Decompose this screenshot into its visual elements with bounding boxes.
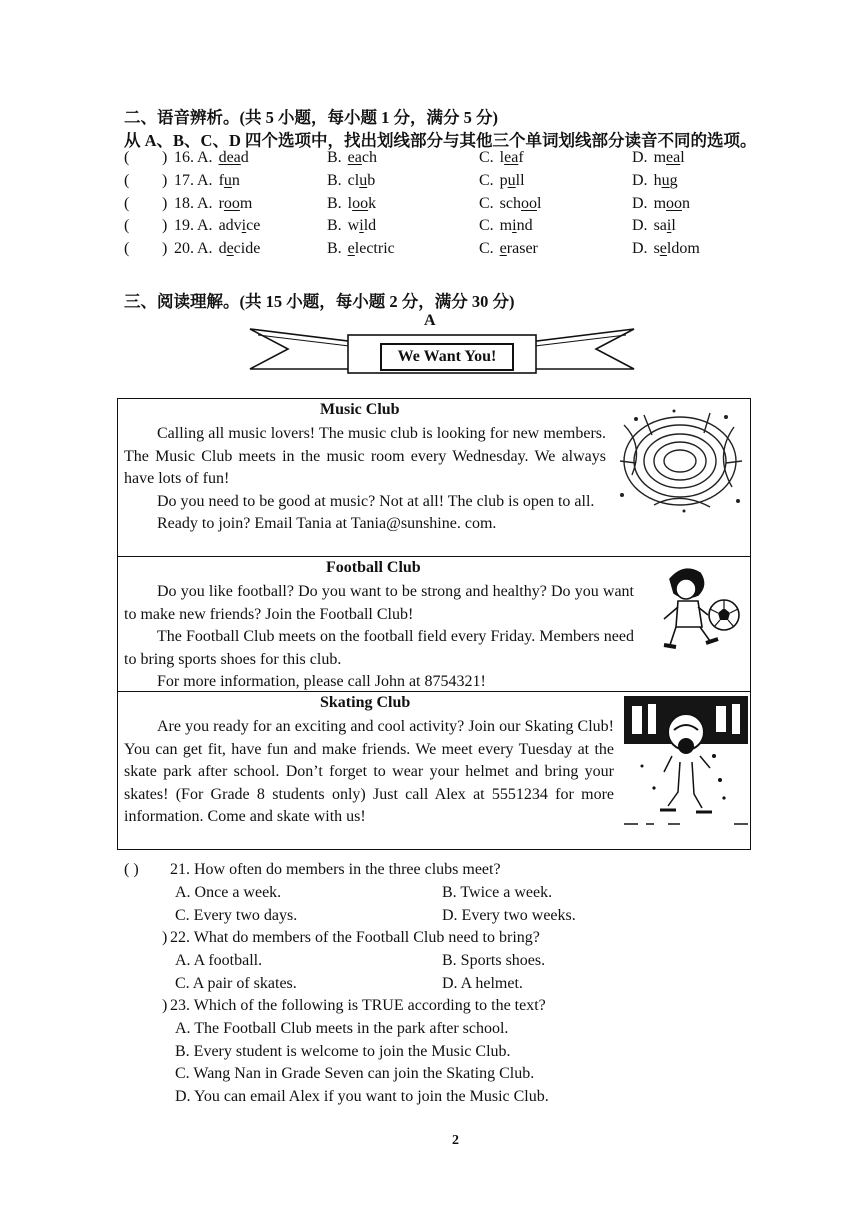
question-stem: 23. Which of the following is TRUE according to the text?	[170, 997, 546, 1014]
option-label: B.	[327, 149, 342, 166]
option-word	[500, 217, 533, 234]
option-label: D.	[632, 149, 648, 166]
phonics-option	[632, 172, 678, 190]
word-part: l	[347, 194, 353, 212]
word-part: cl	[347, 171, 360, 189]
underlined-letters: ea	[666, 149, 681, 166]
answer-bracket[interactable]: )	[162, 929, 168, 946]
music-illustration	[614, 405, 748, 517]
phonics-option	[479, 240, 538, 258]
club-table	[117, 398, 751, 850]
underlined-letters: ea	[347, 149, 362, 166]
answer-option: A. The Football Club meets in the park after school.	[175, 1020, 509, 1037]
option-label: A.	[197, 217, 213, 235]
word-part: sch	[499, 194, 521, 212]
option-label: C.	[479, 240, 494, 258]
option-word	[500, 172, 525, 189]
word-part: lectric	[354, 240, 395, 258]
music-club-paragraph: Ready to join? Email Tania at Tania@sunshine. com.	[157, 515, 497, 533]
option-word	[500, 195, 542, 212]
football-club-paragraph: The Football Club meets on the football field every Friday. Members need to bring sports shoes for this club.	[124, 628, 634, 668]
underlined-letters: e	[499, 240, 507, 258]
answer-bracket[interactable]: (	[124, 217, 130, 235]
option-label: A.	[197, 149, 213, 166]
answer-option: A. A football.	[175, 952, 263, 969]
music-club-paragraph: Calling all music lovers! The music club is looking for new members. The Music Club meets in the music room every Wednesday. We always have lots of fun!	[124, 425, 606, 488]
section2-heading: 二、语音辨析。(共 5 小题，每小题 1 分，满分 5 分)	[124, 108, 498, 127]
phonics-option	[327, 240, 395, 258]
section3-heading: 三、阅读理解。(共 15 小题，每小题 2 分，满分 30 分)	[124, 292, 515, 311]
option-label: B.	[327, 217, 342, 235]
option-word	[654, 240, 700, 257]
phonics-option	[327, 217, 376, 235]
answer-bracket-close: )	[162, 194, 168, 212]
answer-option: C. A pair of skates.	[175, 975, 297, 992]
phonics-option	[632, 149, 685, 167]
music-club-paragraph: Do you need to be good at music? Not at all! The club is open to all.	[157, 492, 595, 510]
option-word	[654, 195, 690, 212]
word-part: m	[653, 149, 667, 166]
option-label: C.	[479, 194, 494, 212]
option-label: B.	[327, 194, 342, 212]
phonics-option	[197, 240, 260, 258]
phonics-option	[479, 195, 541, 213]
option-word	[348, 240, 395, 257]
question-stem: 21. How often do members in the three clubs meet?	[170, 861, 501, 878]
skating-club-title: Skating Club	[320, 694, 411, 711]
phonics-option	[479, 217, 533, 235]
option-word	[654, 149, 685, 166]
answer-bracket-close: )	[162, 149, 168, 166]
option-label: B.	[327, 240, 342, 258]
underlined-letters: oo	[223, 194, 240, 212]
word-part: ld	[363, 217, 377, 235]
answer-option: C. Wang Nan in Grade Seven can join the Skating Club.	[175, 1065, 535, 1083]
answer-bracket[interactable]: (	[124, 240, 130, 258]
word-part: ch	[361, 149, 377, 166]
option-word	[348, 195, 376, 212]
question-number: 17.	[174, 171, 194, 189]
word-part: l	[499, 149, 505, 166]
music-club-box	[118, 399, 750, 557]
answer-bracket[interactable]: )	[162, 997, 168, 1014]
phonics-option	[327, 195, 376, 213]
answer-option: B. Sports shoes.	[442, 952, 546, 969]
word-part: cide	[233, 240, 261, 258]
question-number: 20.	[174, 240, 194, 258]
option-label: D.	[632, 240, 648, 258]
underlined-letters: e	[659, 240, 667, 258]
answer-bracket[interactable]: (	[124, 149, 130, 166]
answer-bracket[interactable]: (	[124, 194, 130, 212]
phonics-option	[327, 172, 375, 190]
word-part: r	[218, 194, 224, 212]
phonics-option	[479, 149, 524, 167]
football-club-text	[124, 581, 634, 694]
football-club-box	[118, 557, 750, 692]
word-part: adv	[218, 217, 242, 235]
word-part: w	[347, 217, 360, 235]
word-part: l	[671, 217, 676, 235]
underlined-letters: e	[226, 240, 234, 258]
word-part: n	[231, 171, 240, 189]
word-part: s	[653, 240, 660, 258]
word-part: ll	[515, 171, 525, 189]
section2-instruction: 从 A、B、C、D 四个选项中，找出划线部分与其他三个单词划线部分读音不同的选项。	[124, 131, 757, 150]
answer-option: B. Every student is welcome to join the Music Club.	[175, 1042, 511, 1060]
underlined-letters: u	[359, 171, 368, 189]
underlined-letters: u	[661, 171, 670, 189]
option-label: A.	[197, 171, 213, 189]
option-word	[348, 172, 376, 189]
word-part: m	[239, 194, 253, 212]
answer-bracket-close: )	[162, 217, 168, 235]
option-word	[348, 217, 376, 234]
word-part: f	[518, 149, 524, 166]
word-part: ldom	[666, 240, 700, 258]
question-stem: 22. What do members of the Football Club need to bring?	[170, 929, 540, 946]
option-word	[219, 217, 261, 234]
phonics-option	[632, 240, 700, 258]
word-part: f	[218, 171, 224, 189]
word-part: raser	[506, 240, 538, 258]
option-label: A.	[197, 194, 213, 212]
phonics-question-row	[124, 172, 744, 194]
answer-bracket[interactable]: ( )	[124, 861, 139, 878]
word-part: m	[653, 194, 667, 212]
word-part: ce	[246, 217, 261, 235]
word-part: nd	[516, 217, 533, 235]
phonics-question-row	[124, 195, 744, 217]
football-club-paragraph: Do you like football? Do you want to be strong and healthy? Do you want to make new friends? Join the Football Club!	[124, 583, 634, 623]
underlined-letters: oo	[352, 194, 369, 212]
word-part: p	[499, 171, 508, 189]
option-label: C.	[479, 149, 494, 166]
underlined-letters: ea	[504, 149, 519, 166]
music-club-text	[124, 423, 606, 536]
football-player-illustration	[652, 561, 744, 657]
phonics-option	[479, 172, 525, 190]
passage-letter: A	[424, 312, 436, 329]
underlined-letters: i	[359, 217, 364, 235]
phonics-question-row	[124, 217, 744, 239]
answer-bracket[interactable]: (	[124, 171, 130, 189]
underlined-letters: u	[223, 171, 232, 189]
word-part: l	[680, 149, 685, 166]
word-part: d	[218, 240, 227, 258]
word-part: m	[499, 217, 513, 235]
option-word	[219, 240, 261, 257]
skating-club-paragraph: Are you ready for an exciting and cool activity? Join our Skating Club! You can get fit, have fun and make friends. We meet every Tuesday at the skate park after school. Don’t forget to wear your helmet and bring your skates! (For Grade 8 students only) Just call Alex at 5551234 for more information. Come and skate with us!	[124, 718, 614, 826]
word-part: n	[682, 194, 691, 212]
word-part: l	[537, 194, 542, 212]
question-number: 19.	[174, 217, 194, 235]
phonics-option	[197, 195, 252, 213]
answer-option: D. Every two weeks.	[442, 907, 576, 924]
phonics-question-row	[124, 149, 744, 171]
phonics-option	[632, 217, 676, 235]
word-part: g	[669, 171, 678, 189]
phonics-option	[327, 149, 377, 167]
answer-option: B. Twice a week.	[442, 884, 553, 901]
music-club-title: Music Club	[320, 401, 400, 418]
underlined-letters: i	[666, 217, 672, 235]
underlined-letters: oo	[666, 194, 683, 212]
football-club-title: Football Club	[326, 559, 421, 576]
underlined-letters: dea	[218, 149, 241, 166]
answer-option: D. You can email Alex if you want to join the Music Club.	[175, 1088, 549, 1106]
question-number: 16.	[174, 149, 194, 166]
word-part: sa	[653, 217, 667, 235]
option-word	[219, 149, 249, 166]
underlined-letters: e	[347, 240, 355, 258]
skating-club-box	[118, 692, 750, 851]
question-number: 18.	[174, 194, 194, 212]
option-word	[654, 217, 676, 234]
option-label: C.	[479, 217, 494, 235]
underlined-letters: i	[241, 217, 247, 235]
answer-bracket-close: )	[162, 171, 168, 189]
phonics-question-row	[124, 240, 744, 262]
underlined-letters: oo	[521, 194, 537, 212]
option-word	[500, 240, 538, 257]
answer-option: A. Once a week.	[175, 884, 282, 901]
underlined-letters: i	[512, 217, 517, 235]
word-part: d	[240, 149, 249, 166]
option-word	[348, 149, 377, 166]
option-label: D.	[632, 217, 648, 235]
option-word	[500, 149, 524, 166]
phonics-option	[197, 217, 260, 235]
phonics-option	[197, 172, 240, 190]
phonics-option	[197, 149, 249, 167]
option-label: A.	[197, 240, 213, 258]
option-word	[654, 172, 678, 189]
underlined-letters: u	[507, 171, 516, 189]
option-word	[219, 195, 253, 212]
banner-title: We Want You!	[380, 343, 514, 371]
phonics-option	[632, 195, 690, 213]
skating-club-text	[124, 716, 614, 829]
option-label: C.	[479, 171, 494, 189]
option-label: B.	[327, 171, 342, 189]
word-part: k	[368, 194, 377, 212]
answer-bracket-close: )	[162, 240, 168, 258]
word-part: b	[367, 171, 376, 189]
football-club-paragraph: For more information, please call John at 8754321!	[157, 673, 486, 691]
answer-option: D. A helmet.	[442, 975, 523, 992]
answer-option: C. Every two days.	[175, 907, 298, 924]
option-word	[219, 172, 240, 189]
option-label: D.	[632, 171, 648, 189]
word-part: h	[653, 171, 662, 189]
page-number: 2	[452, 1133, 459, 1148]
option-label: D.	[632, 194, 648, 212]
skater-photo	[624, 696, 748, 832]
